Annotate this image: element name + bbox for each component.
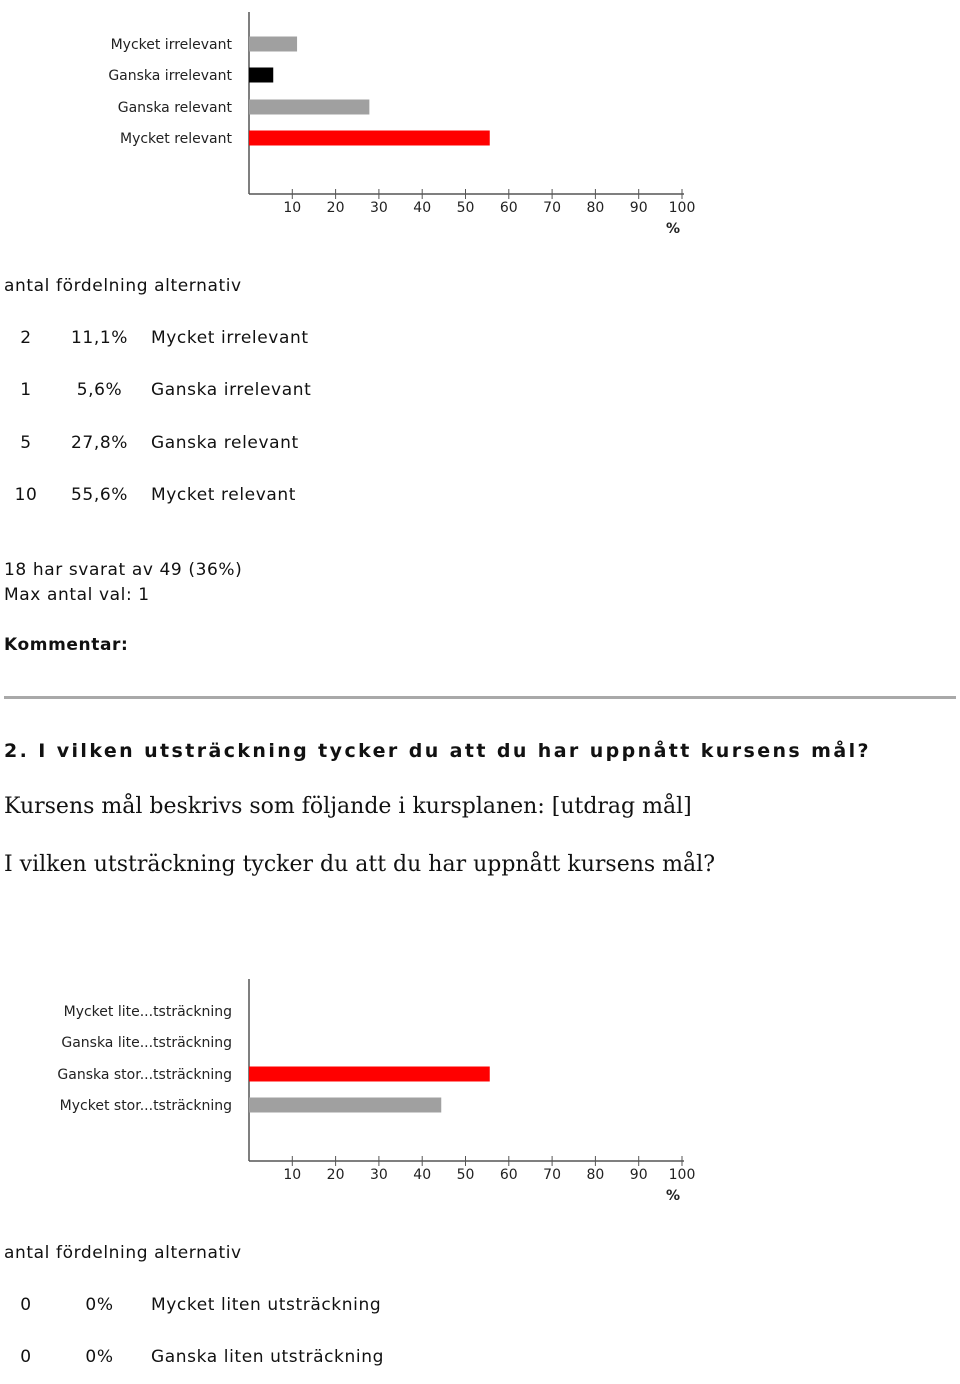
category-label: Ganska relevant xyxy=(117,100,232,116)
x-tick-label: 40 xyxy=(413,200,432,216)
q1-comment-label: Kommentar: xyxy=(4,635,129,655)
x-axis-label: % xyxy=(665,221,681,237)
q2-description-1: Kursens mål beskrivs som följande i kursplanen: [utdrag mål] xyxy=(4,794,692,819)
x-tick-label: 20 xyxy=(326,200,345,216)
q1-answered-count: 18 har svarat av 49 (36%) xyxy=(4,560,243,580)
chart-q2-svg xyxy=(0,967,720,1217)
x-tick-label: 40 xyxy=(413,1167,432,1183)
x-tick-label: 70 xyxy=(543,200,562,216)
bar xyxy=(249,1098,441,1113)
bar xyxy=(249,37,297,52)
q2-title: 2. I vilken utsträckning tycker du att du har uppnått kursens mål? xyxy=(4,740,871,762)
category-label: Ganska stor...tsträckning xyxy=(57,1067,232,1083)
x-tick-label: 90 xyxy=(629,200,648,216)
table-row xyxy=(4,417,311,469)
table-row xyxy=(4,1279,384,1331)
bar xyxy=(249,68,273,83)
row-count: 1 xyxy=(20,380,32,401)
row-alternative: Mycket relevant xyxy=(151,485,297,506)
table-row xyxy=(4,312,311,364)
bar xyxy=(249,100,369,115)
row-percent: 0% xyxy=(85,1347,114,1368)
chart-q2 xyxy=(0,967,720,1217)
category-label: Mycket lite...tsträckning xyxy=(63,1004,232,1020)
x-tick-label: 80 xyxy=(586,200,605,216)
q1-max-choices: Max antal val: 1 xyxy=(4,585,150,605)
x-tick-label: 30 xyxy=(369,1167,388,1183)
chart-q1-svg xyxy=(0,0,720,250)
x-tick-label: 100 xyxy=(668,1167,696,1183)
x-tick-label: 10 xyxy=(283,1167,302,1183)
row-percent: 5,6% xyxy=(76,380,123,401)
section-divider xyxy=(4,696,956,699)
x-tick-label: 80 xyxy=(586,1167,605,1183)
row-count: 0 xyxy=(20,1347,32,1368)
x-tick-label: 70 xyxy=(543,1167,562,1183)
row-alternative: Mycket liten utsträckning xyxy=(151,1295,382,1316)
x-tick-label: 50 xyxy=(456,200,475,216)
row-alternative: Ganska relevant xyxy=(151,432,299,453)
x-tick-label: 10 xyxy=(283,200,302,216)
x-axis-label: % xyxy=(665,1188,681,1204)
row-alternative: Ganska irrelevant xyxy=(151,380,312,401)
q2-description-2: I vilken utsträckning tycker du att du har uppnått kursens mål? xyxy=(4,852,715,877)
row-count: 0 xyxy=(20,1295,32,1316)
row-count: 10 xyxy=(14,485,38,506)
row-alternative: Mycket irrelevant xyxy=(151,328,309,349)
category-label: Ganska irrelevant xyxy=(108,68,232,84)
row-percent: 11,1% xyxy=(70,328,128,349)
chart-q1 xyxy=(0,0,720,250)
category-label: Mycket relevant xyxy=(119,131,232,147)
q2-table-header: antal fördelning alternativ xyxy=(4,1243,242,1263)
x-tick-label: 30 xyxy=(369,200,388,216)
table-row xyxy=(4,469,311,521)
row-percent: 27,8% xyxy=(70,432,128,453)
category-label: Mycket stor...tsträckning xyxy=(59,1098,232,1114)
bar xyxy=(249,1067,490,1082)
category-label: Ganska lite...tsträckning xyxy=(61,1035,232,1051)
q1-table-header: antal fördelning alternativ xyxy=(4,276,242,296)
table-row xyxy=(4,1331,384,1383)
row-alternative: Ganska liten utsträckning xyxy=(151,1347,384,1368)
table-row xyxy=(4,364,311,416)
x-tick-label: 100 xyxy=(668,200,696,216)
x-tick-label: 50 xyxy=(456,1167,475,1183)
x-tick-label: 60 xyxy=(499,1167,518,1183)
q2-distribution-table xyxy=(4,1279,384,1384)
x-tick-label: 90 xyxy=(629,1167,648,1183)
bar xyxy=(249,131,490,146)
row-percent: 55,6% xyxy=(70,485,128,506)
x-tick-label: 60 xyxy=(499,200,518,216)
category-label: Mycket irrelevant xyxy=(110,37,232,53)
row-count: 5 xyxy=(20,432,32,453)
row-percent: 0% xyxy=(85,1295,114,1316)
q1-distribution-table xyxy=(4,312,311,521)
row-count: 2 xyxy=(20,328,32,349)
x-tick-label: 20 xyxy=(326,1167,345,1183)
